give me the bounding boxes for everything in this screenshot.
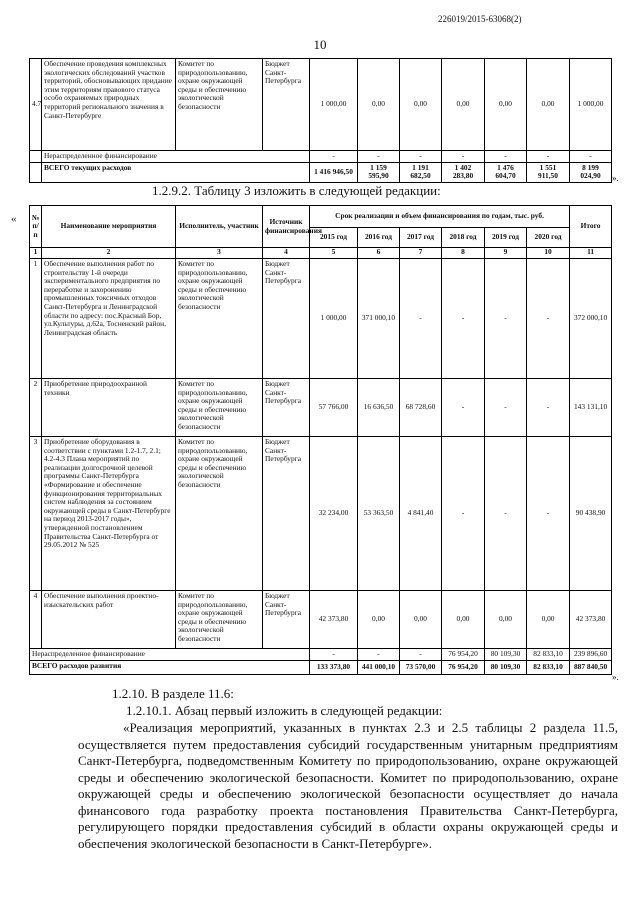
value-cell: 90 438,90	[570, 437, 612, 591]
column-index: 4	[263, 248, 310, 259]
value-cell: -	[485, 259, 527, 379]
value-cell: -	[485, 379, 527, 437]
total-row	[30, 661, 612, 675]
value-cell: 42 373,80	[570, 591, 612, 649]
total-cell: 1 159 595,90	[358, 162, 400, 182]
value-cell: 0,00	[527, 591, 570, 649]
section-heading: 1.2.9.2. Таблицу 3 изложить в следующей редакции:	[152, 183, 441, 198]
value-cell: 80 109,30	[485, 649, 527, 661]
value-cell: -	[358, 151, 400, 163]
row-number: 4	[30, 591, 42, 649]
value-cell: -	[358, 649, 400, 661]
unallocated-label: Нераспределенное финансирование	[42, 151, 310, 163]
end-quote-mark: ».	[612, 173, 619, 183]
column-index: 2	[42, 248, 176, 259]
value-cell: 239 896,60	[570, 649, 612, 661]
total-cell: 73 570,00	[400, 661, 442, 675]
total-cell: 82 833,10	[527, 661, 570, 675]
measure-name: Обеспечение выполнения проектно-изыскательских работ	[42, 591, 176, 649]
col-header-year: 2019 год	[485, 228, 527, 248]
value-cell: -	[310, 649, 358, 661]
measure-name: Приобретение природоохранной техники	[42, 379, 176, 437]
row-number: 4.7	[30, 59, 42, 151]
value-cell: -	[442, 437, 485, 591]
table-row	[30, 379, 612, 437]
total-cell: 1 416 946,50	[310, 162, 358, 182]
value-cell: -	[310, 151, 358, 163]
funding-source: Бюджет Санкт-Петербурга	[263, 437, 310, 591]
col-header-name: Наименование мероприятия	[42, 206, 176, 248]
unallocated-label: Нераспределенное финансирование	[30, 649, 310, 661]
total-row	[30, 162, 612, 182]
col-header-period: Срок реализации и объем финансирования по годам, тыс. руб.	[310, 206, 570, 228]
col-header-executor: Исполнитель, участник	[176, 206, 263, 248]
executor: Комитет по природопользованию, охране окружающей среды и обеспечению экологической безопасности	[176, 437, 263, 591]
value-cell: 372 000,10	[570, 259, 612, 379]
total-cell: 80 109,30	[485, 661, 527, 675]
section-paragraph: «Реализация мероприятий, указанных в пунктах 2.3 и 2.5 таблицы 2 раздела 11.5, осуществляется путем предоставления субсидий государственным унитарным предприятиям Санкт-Петербурга, подведомственным Комитету по природопользованию, охране окружающей среды и обеспечению экологической безопасности. Комитет по природопользованию, охране окружающей среды и обеспечению экологической безопасности осуществляет до начала финансового года разработку проекта постановления Правительства Санкт-Петербурга, регулирующего порядки предоставления субсидий в области охраны окружающей среды и обеспечения экологической безопасности в Санкт-Петербурге».	[78, 720, 618, 851]
funding-source: Бюджет Санкт-Петербурга	[263, 259, 310, 379]
column-index-row	[30, 248, 612, 259]
executor: Комитет по природопользованию, охране окружающей среды и обеспечению экологической безопасности	[176, 379, 263, 437]
value-cell: 0,00	[442, 59, 485, 151]
document-number: 226019/2015-63068(2)	[438, 14, 522, 24]
total-cell: 1 476 604,70	[485, 162, 527, 182]
value-cell: 0,00	[485, 591, 527, 649]
top-table	[29, 58, 612, 183]
column-index: 11	[570, 248, 612, 259]
value-cell: 0,00	[485, 59, 527, 151]
value-cell: 0,00	[400, 59, 442, 151]
value-cell: -	[400, 649, 442, 661]
opening-quote-mark: «	[11, 213, 17, 225]
value-cell: -	[527, 379, 570, 437]
value-cell: 1 000,00	[570, 59, 612, 151]
value-cell: -	[570, 151, 612, 163]
value-cell: 0,00	[358, 59, 400, 151]
value-cell: 82 833,10	[527, 649, 570, 661]
value-cell: 32 234,00	[310, 437, 358, 591]
row-number: 3	[30, 437, 42, 591]
column-index: 1	[30, 248, 42, 259]
measure-name: Обеспечение проведения комплексных экологических обследований участков территорий, обосновывающих придание этим территориям правового статуса особо охраняемых природных территорий регионального значения в Санкт-Петербурге	[42, 59, 176, 151]
col-header-year: 2018 год	[442, 228, 485, 248]
table-row	[30, 591, 612, 649]
column-index: 8	[442, 248, 485, 259]
value-cell: 1 000,00	[310, 259, 358, 379]
value-cell: 0,00	[358, 591, 400, 649]
value-cell: -	[527, 151, 570, 163]
value-cell: 371 000,10	[358, 259, 400, 379]
value-cell: 42 373,80	[310, 591, 358, 649]
col-header-year: 2015 год	[310, 228, 358, 248]
value-cell: 57 766,00	[310, 379, 358, 437]
total-label: ВСЕГО текущих расходов	[42, 162, 310, 182]
table-row	[30, 59, 612, 151]
col-header-year: 2016 год	[358, 228, 400, 248]
column-index: 6	[358, 248, 400, 259]
col-header-source: Источник финансирования	[263, 206, 310, 248]
value-cell: -	[442, 259, 485, 379]
column-index: 5	[310, 248, 358, 259]
section-line: 1.2.10.1. Абзац первый изложить в следующей редакции:	[126, 703, 443, 718]
total-cell: 8 199 024,90	[570, 162, 612, 182]
total-cell: 1 551 911,50	[527, 162, 570, 182]
value-cell: 53 363,50	[358, 437, 400, 591]
measure-name: Обеспечение выполнения работ по строительству 1-й очереди экспериментального предприятия по переработке и захоронению промышленных токсичных отходов Санкт-Петербурга и Ленинградской области по адресу: пос.Красный Бор, ул.Культуры, д.62а, Тосненский район, Ленинградская область	[42, 259, 176, 379]
value-cell: -	[400, 151, 442, 163]
value-cell: -	[527, 259, 570, 379]
value-cell: 4 841,40	[400, 437, 442, 591]
total-cell: 76 954,20	[442, 661, 485, 675]
col-header-num: № п/п	[30, 206, 42, 248]
row-number: 2	[30, 379, 42, 437]
funding-source: Бюджет Санкт-Петербурга	[263, 591, 310, 649]
table-row	[30, 437, 612, 591]
col-header-year: 2017 год	[400, 228, 442, 248]
total-cell: 1 402 283,80	[442, 162, 485, 182]
value-cell: 16 636,50	[358, 379, 400, 437]
total-label: ВСЕГО расходов развития	[30, 661, 310, 675]
unallocated-row	[30, 649, 612, 661]
column-index: 9	[485, 248, 527, 259]
executor: Комитет по природопользованию, охране окружающей среды и обеспечению экологической безопасности	[176, 591, 263, 649]
column-index: 7	[400, 248, 442, 259]
value-cell: -	[527, 437, 570, 591]
value-cell: 143 131,10	[570, 379, 612, 437]
section-line: 1.2.10. В разделе 11.6:	[112, 686, 234, 701]
col-header-year: 2020 год	[527, 228, 570, 248]
value-cell: -	[442, 379, 485, 437]
table-row	[30, 259, 612, 379]
main-table	[29, 205, 612, 675]
unallocated-row	[30, 151, 612, 163]
page-number: 10	[313, 37, 327, 52]
value-cell: 0,00	[527, 59, 570, 151]
value-cell: 0,00	[442, 591, 485, 649]
header-row	[30, 206, 612, 228]
total-cell: 887 840,50	[570, 661, 612, 675]
value-cell: 1 000,00	[310, 59, 358, 151]
funding-source: Бюджет Санкт-Петербурга	[263, 379, 310, 437]
funding-source: Бюджет Санкт-Петербурга	[263, 59, 310, 151]
row-number: 1	[30, 259, 42, 379]
measure-name: Приобретение оборудования в соответствии с пунктами 1.2-1.7, 2.1; 4.2-4.3 Плана мероприятий по реализации долгосрочной целевой программы Санкт-Петербурга «Формирование и обеспечение функционирования территориальных систем наблюдения за состоянием окружающей среды в Санкт-Петербурге на период 2013-2017 годы», утвержденной постановлением Правительства Санкт-Петербурга от 29.05.2012 № 525	[42, 437, 176, 591]
value-cell: -	[485, 151, 527, 163]
value-cell: 0,00	[400, 591, 442, 649]
value-cell: 76 954,20	[442, 649, 485, 661]
value-cell: -	[400, 259, 442, 379]
executor: Комитет по природопользованию, охране окружающей среды и обеспечению экологической безопасности	[176, 59, 263, 151]
total-cell: 1 191 682,50	[400, 162, 442, 182]
value-cell: -	[485, 437, 527, 591]
end-quote-mark: ».	[612, 672, 619, 682]
value-cell: 68 728,60	[400, 379, 442, 437]
value-cell: -	[442, 151, 485, 163]
total-cell: 133 373,80	[310, 661, 358, 675]
total-cell: 441 000,10	[358, 661, 400, 675]
column-index: 10	[527, 248, 570, 259]
executor: Комитет по природопользованию, охране окружающей среды и обеспечению экологической безопасности	[176, 259, 263, 379]
col-header-total: Итого	[570, 206, 612, 248]
column-index: 3	[176, 248, 263, 259]
